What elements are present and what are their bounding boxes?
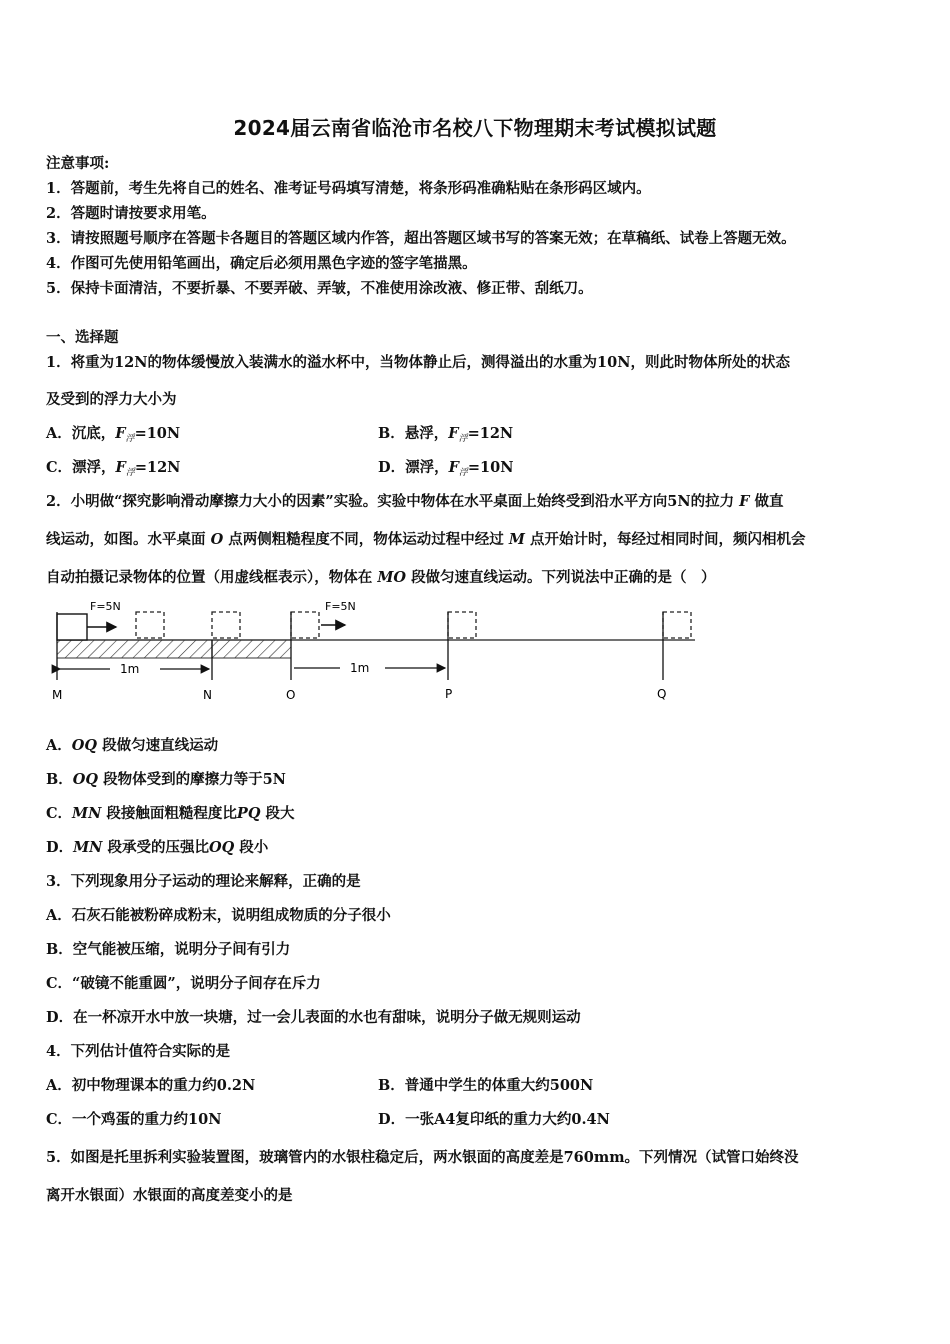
q2-option-c: C．MN 段接触面粗糙程度比PQ 段大 <box>46 805 295 822</box>
section-heading: 一、选择题 <box>46 329 119 346</box>
point-label-p: P <box>445 687 453 701</box>
q5-stem-line2: 离开水银面）水银面的高度差变小的是 <box>46 1187 293 1204</box>
frame-position <box>663 612 691 638</box>
q1-option-b: B．悬浮，$F_浮=12N$ <box>378 425 514 444</box>
force-label-2: F=5N <box>325 600 356 613</box>
force-label-1: F=5N <box>90 600 121 613</box>
q5-stem-line1: 5．如图是托里拆利实验装置图，玻璃管内的水银柱稳定后，两水银面的高度差是760mm。下列情况（试管口始终没 <box>46 1149 799 1166</box>
notice-item: 4．作图可先使用铅笔画出，确定后必须用黑色字迹的签字笔描黑。 <box>46 255 477 272</box>
q1-option-c: C．漂浮，$F_浮=12N$ <box>46 459 181 478</box>
q3-stem: 3．下列现象用分子运动的理论来解释，正确的是 <box>46 873 361 890</box>
q4-stem: 4．下列估计值符合实际的是 <box>46 1043 231 1060</box>
notice-item: 1．答题前，考生先将自己的姓名、准考证号码填写清楚，将条形码准确粘贴在条形码区域内。 <box>46 180 651 197</box>
q2-option-b: B．OQ 段物体受到的摩擦力等于5N <box>46 771 286 788</box>
notice-heading: 注意事项: <box>46 155 110 172</box>
q1-option-d: D．漂浮，$F_浮=10N$ <box>378 459 514 478</box>
q4-option-d: D．一张A4复印纸的重力大约0.4N <box>378 1111 610 1128</box>
q1-option-a: A．沉底，$F_浮=10N$ <box>46 425 181 444</box>
motion-diagram <box>40 592 720 707</box>
point-label-n: N <box>203 688 212 702</box>
q2-option-a: A．OQ 段做匀速直线运动 <box>46 737 219 754</box>
q3-option-d: D．在一杯凉开水中放一块塘，过一会儿表面的水也有甜味，说明分子做无规则运动 <box>46 1009 581 1026</box>
q4-option-a: A．初中物理课本的重力约0.2N <box>46 1077 256 1094</box>
point-label-o: O <box>286 688 296 702</box>
q3-option-c: C．“破镜不能重圆”，说明分子间存在斥力 <box>46 975 321 992</box>
distance-label-mn: 1m <box>120 662 140 676</box>
rough-surface <box>57 640 291 658</box>
q4-option-c: C．一个鸡蛋的重力约10N <box>46 1111 222 1128</box>
q4-option-b: B．普通中学生的体重大约500N <box>378 1077 594 1094</box>
q2-stem-line1: 2．小明做“探究影响滑动摩擦力大小的因素”实验。实验中物体在水平桌面上始终受到沿水平方向5N的拉力 F 做直 <box>46 493 784 510</box>
distance-label-op: 1m <box>350 661 370 675</box>
frame-position <box>136 612 164 638</box>
block <box>57 614 87 640</box>
frame-position <box>291 612 319 638</box>
frame-position <box>448 612 476 638</box>
q3-option-b: B．空气能被压缩，说明分子间有引力 <box>46 941 291 958</box>
point-label-m: M <box>52 688 63 702</box>
notice-item: 5．保持卡面清洁，不要折暴、不要弄破、弄皱，不准使用涂改液、修正带、刮纸刀。 <box>46 280 593 297</box>
point-label-q: Q <box>657 687 667 701</box>
q2-stem-line3: 自动拍摄记录物体的位置（用虚线框表示），物体在 MO 段做匀速直线运动。下列说法中正确的是（ ） <box>46 569 716 586</box>
q2-option-d: D．MN 段承受的压强比OQ 段小 <box>46 839 269 856</box>
q3-option-a: A．石灰石能被粉碎成粉末，说明组成物质的分子很小 <box>46 907 391 924</box>
q2-stem-line2: 线运动，如图。水平桌面 O 点两侧粗糙程度不同，物体运动过程中经过 M 点开始计时，每经过相同时间，频闪相机会 <box>46 531 806 548</box>
frame-position <box>212 612 240 638</box>
notice-item: 3．请按照题号顺序在答题卡各题目的答题区域内作答，超出答题区域书写的答案无效；在草稿纸、试卷上答题无效。 <box>46 230 796 247</box>
page-title: 2024届云南省临沧市名校八下物理期末考试模拟试题 <box>233 116 717 140</box>
q1-stem-line1: 1．将重为12N的物体缓慢放入装满水的溢水杯中，当物体静止后，测得溢出的水重为10N，则此时物体所处的状态 <box>46 354 790 371</box>
notice-item: 2．答题时请按要求用笔。 <box>46 205 216 222</box>
q1-stem-line2: 及受到的浮力大小为 <box>46 391 177 408</box>
